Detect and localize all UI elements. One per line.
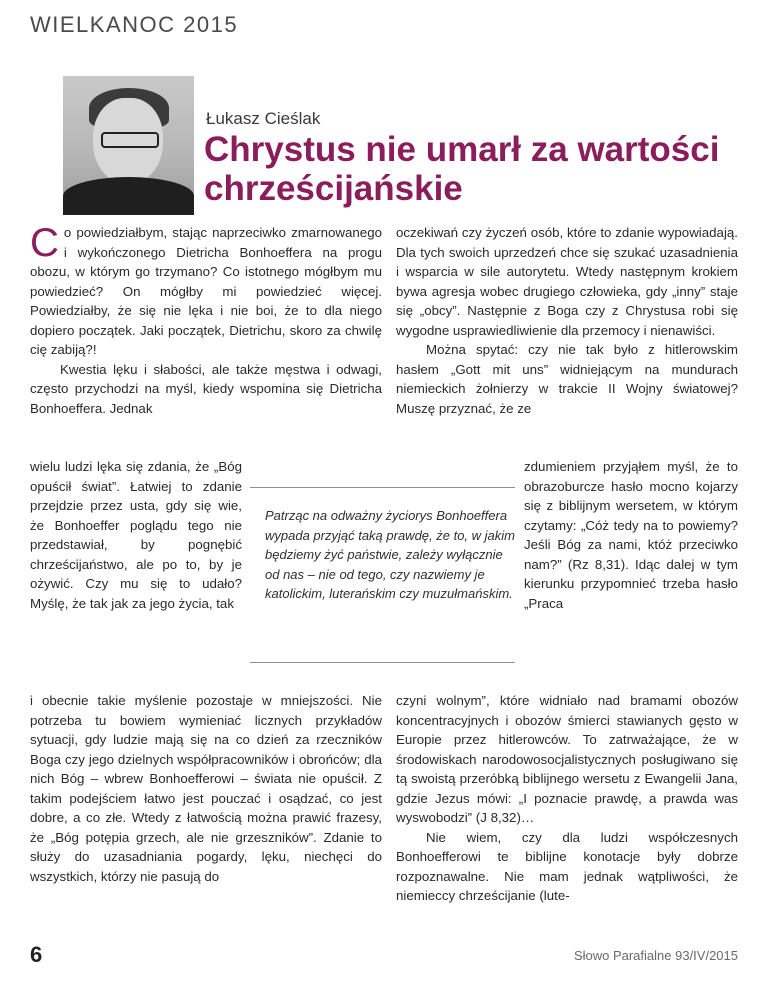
article-title: Chrystus nie umarł za wartości chrześcijańskie bbox=[204, 130, 720, 208]
author-photo bbox=[63, 76, 194, 215]
photo-glasses bbox=[101, 132, 159, 148]
photo-shirt bbox=[63, 177, 194, 215]
column-2-paragraph-2: Można spytać: czy nie tak było z hitlerowskim hasłem „Gott mit uns” widniejącym na mundurach niemieckich żołnierzy w trakcie II Wojny światowej? Muszę przyznać, że ze bbox=[396, 342, 738, 416]
paragraph-2: Kwestia lęku i słabości, ale także męstwa i odwagi, często przychodzi na myśl, kiedy wspomina się Dietricha Bonhoeffera. Jednak bbox=[30, 361, 382, 416]
column-2-paragraph-3: czyni wolnym”, które widniało nad bramami obozów koncentracyjnych i obozów śmierci stawianych gęsto w Europie przez hitlerowców. To zatrważające, że w środowiskach narodowosocjalistycznych posługiwano się tą swoistą przeróbką biblijnego wersetu z Ewangelii Jana, gdzie Jezus mówi: „I poznacie prawdę, a prawda was wyswobodzi” (J 8,32)… bbox=[396, 693, 738, 825]
pullquote-rule-top bbox=[250, 487, 515, 488]
column-1-top bbox=[30, 223, 382, 418]
column-2-top bbox=[396, 223, 738, 418]
article-author: Łukasz Cieślak bbox=[206, 109, 321, 128]
column-2-paragraph-1: oczekiwań czy życzeń osób, które to zdanie wypowiadają. Dla tych swoich uprzedzeń chce się szukać uzasadnienia i wsparcia w sile autorytetu. Wtedy następnym krokiem bywa agresja wobec drugiego człowieka, gdy „inny” staje się „obcy”. Następnie z Boga czy z Chrystusa robi się wygodne usprawiedliwienie dla przemocy i nienawiści. bbox=[396, 225, 738, 338]
column-2-paragraph-4: Nie wiem, czy dla ludzi współczesnych Bonhoefferowi te biblijne konotacje były dobrze rozpoznawalne. Nie mam jednak wątpliwości, że niemieccy chrześcijanie (lute- bbox=[396, 829, 738, 903]
column-1-bottom: i obecnie takie myślenie pozostaje w mniejszości. Nie potrzeba tu bowiem wymieniać licznych przykładów sytuacji, gdy ludzie mają się na co dzień za rzeczników Boga czy jego dzielnych współpracowników i obrońców; dla nich Bóg – wbrew Bonhoefferowi – świata nie opuścił. Z takim podejściem łatwo jest pouczać i osądzać, co jest dobre, a co złe. Wtedy z łatwością można prawić frazesy, że „Bóg potępia grzech, ale nie grzeszników”. Zdanie to służy do uzasadniania pogardy, lęku, niechęci do wszystkich, którzy nie pasują do bbox=[30, 693, 382, 884]
column-2-bottom bbox=[396, 691, 738, 906]
page-number: 6 bbox=[30, 942, 43, 967]
drop-cap: C bbox=[30, 221, 59, 265]
column-2-middle: zdumieniem przyjąłem myśl, że to obrazoburcze hasło mocno kojarzy się z biblijnym wersetem, w którym czytamy: „Cóż tedy na to powiemy? Jeśli Bóg za nami, któż przeciwko nam?” (Rz 8,31). Idąc dalej w tym kierunku przypomnieć trzeba hasło „Praca bbox=[524, 459, 738, 611]
pullquote-rule-bottom bbox=[250, 662, 515, 663]
section-header: WIELKANOC 2015 bbox=[30, 12, 239, 37]
intro-text: o powiedziałbym, stając naprzeciwko zmarnowanego i wykończonego Dietricha Bonhoeffera na progu obozu, w którym go trzymano? Co istotnego mógłbym mu powiedzieć? On mógłby mi powiedzieć więcej. Powiedziałby, że się nie lęka i nie boi, że to dla niego dopiero początek. Jaki początek, Dietrichu, skoro za chwilę cię zabiją?! bbox=[30, 225, 382, 357]
publication-footer: Słowo Parafialne 93/IV/2015 bbox=[573, 948, 738, 963]
pullquote: Patrząc na odważny życiorys Bonhoeffera wypada przyjąć taką prawdę, że to, w jakim będziemy żyć państwie, zależy wyłącznie od nas – nie od tego, czy nazwiemy je katolickim, luterańskim czy muzułmańskim. bbox=[265, 508, 515, 601]
column-1-middle: wielu ludzi lęka się zdania, że „Bóg opuścił świat”. Łatwiej to zdanie przejdzie przez usta, gdy się wie, że Bonhoeffer poglądu tego nie przedstawiał, by pognębić chrześcijaństwo, ale po to, by je ożywić. Czy mu się to udało? Myślę, że tak jak za jego życia, tak bbox=[30, 459, 242, 611]
intro-paragraph bbox=[30, 223, 382, 360]
